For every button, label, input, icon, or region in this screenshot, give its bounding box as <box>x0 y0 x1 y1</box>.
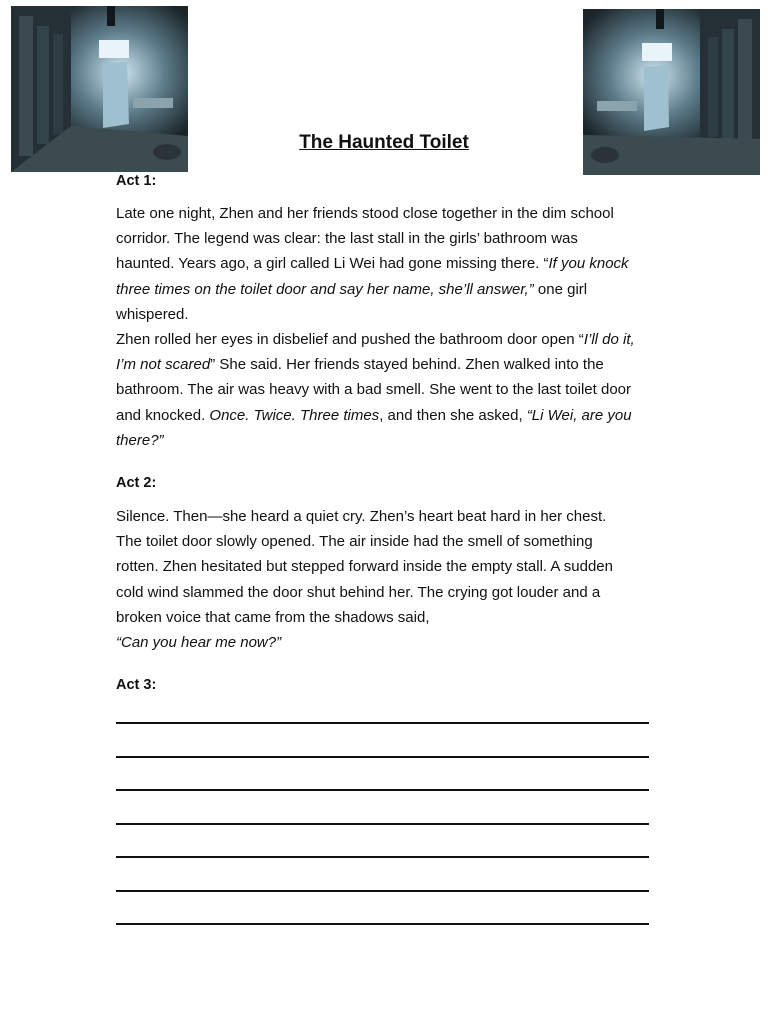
act-2-line: The toilet door slowly opened. The air inside had the smell of something <box>116 533 593 551</box>
answer-line[interactable] <box>116 722 649 724</box>
text-run: one girl <box>533 280 588 298</box>
page-title: The Haunted Toilet <box>299 132 469 153</box>
act-1-line <box>116 201 661 226</box>
italic-run: “Li Wei, are you <box>526 406 632 424</box>
act-2-line: cold wind slammed the door shut behind her. The crying got louder and a <box>116 583 601 601</box>
act-3-heading: Act 3: <box>116 677 157 693</box>
text-run: corridor. The legend was clear: the last stall in the girls’ bathroom was <box>116 230 578 248</box>
text-run: and knocked. <box>116 406 210 424</box>
act-2-heading: Act 2: <box>116 475 157 491</box>
text-run: haunted. Years ago, a girl called Li Wei had gone missing there. “ <box>116 255 549 273</box>
act-2-line: broken voice that came from the shadows said, <box>116 608 430 626</box>
text-run: whispered. <box>116 305 189 323</box>
answer-line[interactable] <box>116 923 649 925</box>
act-1-line <box>116 352 661 377</box>
act-2-line: Silence. Then—she heard a quiet cry. Zhen’s heart beat hard in her chest. <box>116 508 607 525</box>
italic-run: I’m not scared <box>116 356 211 374</box>
italic-run: three times on the toilet door and say her name, she’ll answer,” <box>116 280 534 298</box>
act-1-line <box>116 428 661 453</box>
act-2-line: rotten. Zhen hesitated but stepped forward inside the empty stall. A sudden <box>116 558 613 576</box>
answer-line[interactable] <box>116 890 649 892</box>
answer-line[interactable] <box>116 823 649 825</box>
act-1-line <box>116 302 661 327</box>
italic-run: I’ll do it, <box>583 331 635 349</box>
act-1-line <box>116 226 661 251</box>
act-1-line <box>116 327 661 352</box>
answer-line[interactable] <box>116 789 649 791</box>
text-run: Late one night, Zhen and her friends stood close together in the dim school <box>116 205 614 222</box>
text-run: bathroom. The air was heavy with a bad smell. She went to the last toilet door <box>116 381 631 399</box>
text-run: , and then she asked, <box>379 406 527 424</box>
act-1-line <box>116 251 661 276</box>
act-2-text <box>116 504 661 655</box>
act-1-line <box>116 403 661 428</box>
italic-run: Once. Twice. Three times <box>209 406 380 424</box>
answer-line[interactable] <box>116 756 649 758</box>
act-1-line <box>116 277 661 302</box>
answer-line[interactable] <box>116 856 649 858</box>
act-1-heading: Act 1: <box>116 173 157 189</box>
italic-run: If you knock <box>548 255 629 273</box>
text-run: ” She said. Her friends stayed behind. Zhen walked into the <box>210 356 604 374</box>
act-2-line: “Can you hear me now?” <box>116 634 282 652</box>
italic-run: there?” <box>116 431 164 449</box>
text-run: Zhen rolled her eyes in disbelief and pushed the bathroom door open “ <box>116 331 584 349</box>
act-1-text <box>116 201 661 453</box>
act-1-line <box>116 377 661 402</box>
